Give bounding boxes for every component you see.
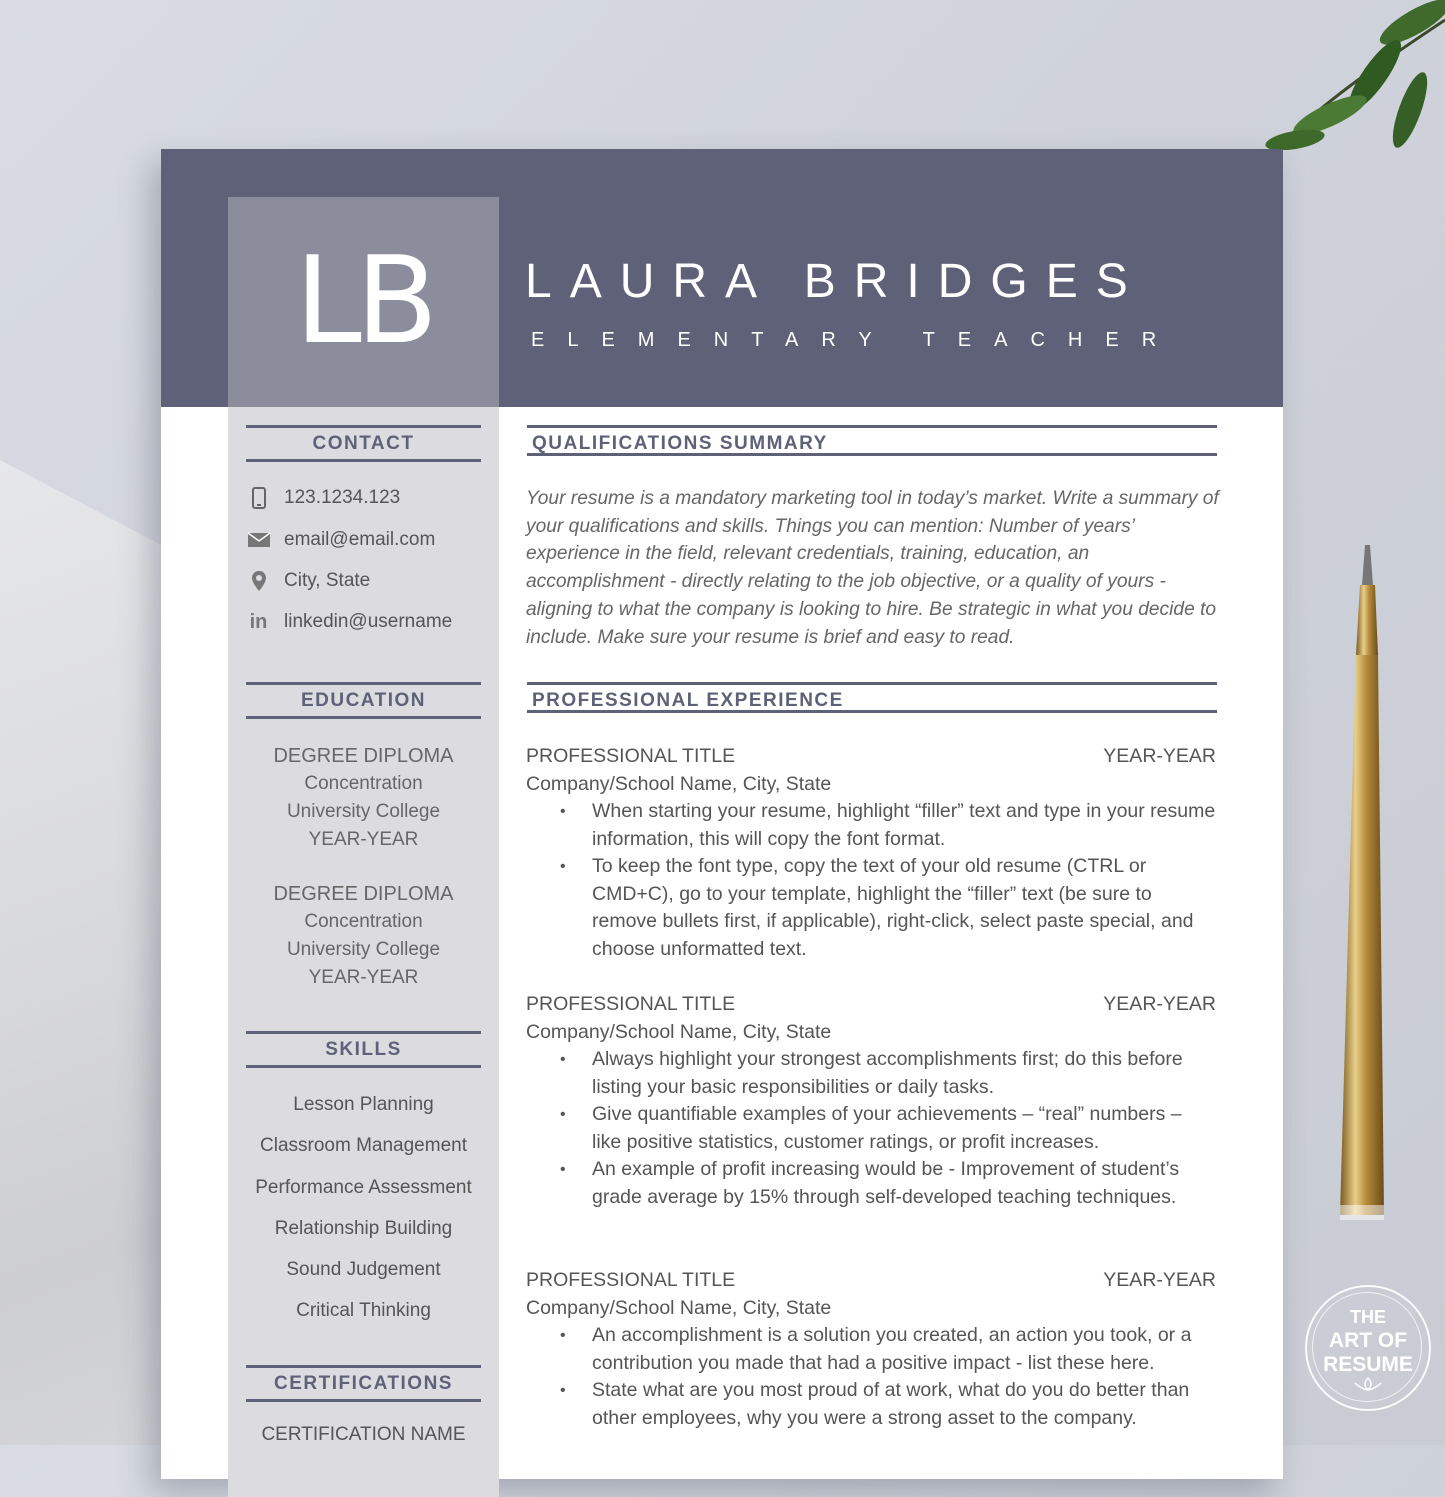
job-entry-title: PROFESSIONAL TITLE	[526, 745, 736, 767]
school: University College	[286, 939, 441, 960]
job-bullets	[526, 1046, 1216, 1212]
email-text: email@email.com	[284, 529, 436, 550]
job-entry-title: PROFESSIONAL TITLE	[526, 1269, 736, 1291]
logo-line: RESUME	[1323, 1353, 1413, 1376]
summary-text: Your resume is a mandatory marketing tool in today’s market. Write a summary of your qualifications and skills. Things you can mention: Number of years’ experience in the field, relevant credentials, training, education, an accomplishment - directly relating to the job objective, or a quality of yours - aligning to what the company is looking to hire. Be strategic in what you decide to include. Make sure your resume is brief and easy to read.	[526, 488, 1219, 648]
location-text: City, State	[284, 570, 371, 591]
resume-page	[161, 149, 1283, 1479]
linkedin-text: linkedin@username	[284, 611, 453, 632]
phone-text: 123.1234.123	[284, 487, 401, 508]
skill-item: Relationship Building	[274, 1217, 453, 1239]
gold-pen-decoration	[1318, 545, 1388, 1225]
skills-list	[236, 1084, 491, 1332]
art-of-resume-logo	[1305, 1285, 1431, 1411]
monogram: LB	[228, 197, 499, 407]
bullet-item: • An example of profit increasing would be - Improvement of student’s grade average by 15% through self-developed teaching techniques.	[592, 1156, 1216, 1211]
skill-item: Critical Thinking	[296, 1300, 431, 1322]
experience-heading: PROFESSIONAL EXPERIENCE	[527, 682, 1217, 713]
job-entry-years: YEAR-YEAR	[1103, 993, 1216, 1015]
contact-heading: CONTACT	[246, 425, 481, 462]
bullet-item: • State what are you most proud of at work, what do you do better than other employees, why you were a strong asset to the company.	[592, 1377, 1216, 1432]
skill-item: Classroom Management	[260, 1135, 467, 1157]
concentration: Concentration	[304, 773, 423, 794]
school: University College	[286, 801, 441, 822]
summary-heading: QUALIFICATIONS SUMMARY	[527, 425, 1217, 456]
linkedin-icon: in	[249, 610, 268, 633]
job-entry-title: PROFESSIONAL TITLE	[526, 993, 736, 1015]
job-entry	[526, 990, 1216, 1212]
job-entry-company: Company/School Name, City, State	[526, 1297, 832, 1319]
logo-line: ART OF	[1328, 1329, 1408, 1352]
contact-phone	[246, 483, 486, 513]
contact-linkedin	[246, 607, 486, 637]
certifications-heading: CERTIFICATIONS	[246, 1365, 481, 1402]
job-bullets	[526, 1322, 1216, 1432]
logo-line: THE	[1350, 1307, 1386, 1327]
bullet-item: • Give quantifiable examples of your achievements – “real” numbers – like positive statistics, customer ratings, or profit increases.	[592, 1101, 1216, 1156]
skill-item: Sound Judgement	[286, 1259, 441, 1281]
job-bullets	[526, 798, 1216, 964]
education-heading: EDUCATION	[246, 682, 481, 719]
job-title: ELEMENTARY TEACHER	[531, 329, 1180, 351]
concentration: Concentration	[304, 911, 423, 932]
skill-item: Lesson Planning	[293, 1094, 434, 1115]
phone-icon	[246, 487, 271, 509]
logo-ring	[1312, 1292, 1422, 1402]
contact-location	[246, 566, 486, 596]
years: YEAR-YEAR	[308, 967, 419, 988]
skills-heading: SKILLS	[246, 1031, 481, 1068]
job-entry-company: Company/School Name, City, State	[526, 1021, 832, 1043]
olive-branch-decoration	[1125, 0, 1445, 150]
contact-email	[246, 525, 486, 555]
education-entry	[246, 880, 481, 992]
email-icon	[246, 532, 271, 548]
job-entry-company: Company/School Name, City, State	[526, 773, 832, 795]
bullet-item: • Always highlight your strongest accomplishments first; do this before listing your basic responsibilities or daily tasks.	[592, 1046, 1216, 1101]
certification-name: CERTIFICATION NAME	[261, 1424, 466, 1445]
bullet-item: • To keep the font type, copy the text of your old resume (CTRL or CMD+C), go to your template, highlight the “filler” text (be sure to remove bullets first, if applicable), right-click, select paste special, and choose unformatted text.	[592, 853, 1216, 963]
location-pin-icon	[246, 570, 271, 592]
skill-item: Performance Assessment	[255, 1176, 472, 1198]
job-entry-years: YEAR-YEAR	[1103, 1269, 1216, 1291]
job-entry	[526, 1266, 1216, 1432]
degree: DEGREE DIPLOMA	[273, 745, 454, 767]
degree: DEGREE DIPLOMA	[273, 883, 454, 905]
job-entry	[526, 742, 1216, 964]
candidate-name: LAURA BRIDGES	[525, 255, 1146, 308]
years: YEAR-YEAR	[308, 829, 419, 850]
bullet-item: • When starting your resume, highlight “filler” text and type in your resume information, this will copy the font format.	[592, 798, 1216, 853]
education-entry	[246, 742, 481, 854]
bullet-item: • An accomplishment is a solution you created, an action you took, or a contribution you made that had a positive impact - list these here.	[592, 1322, 1216, 1377]
job-entry-years: YEAR-YEAR	[1103, 745, 1216, 767]
